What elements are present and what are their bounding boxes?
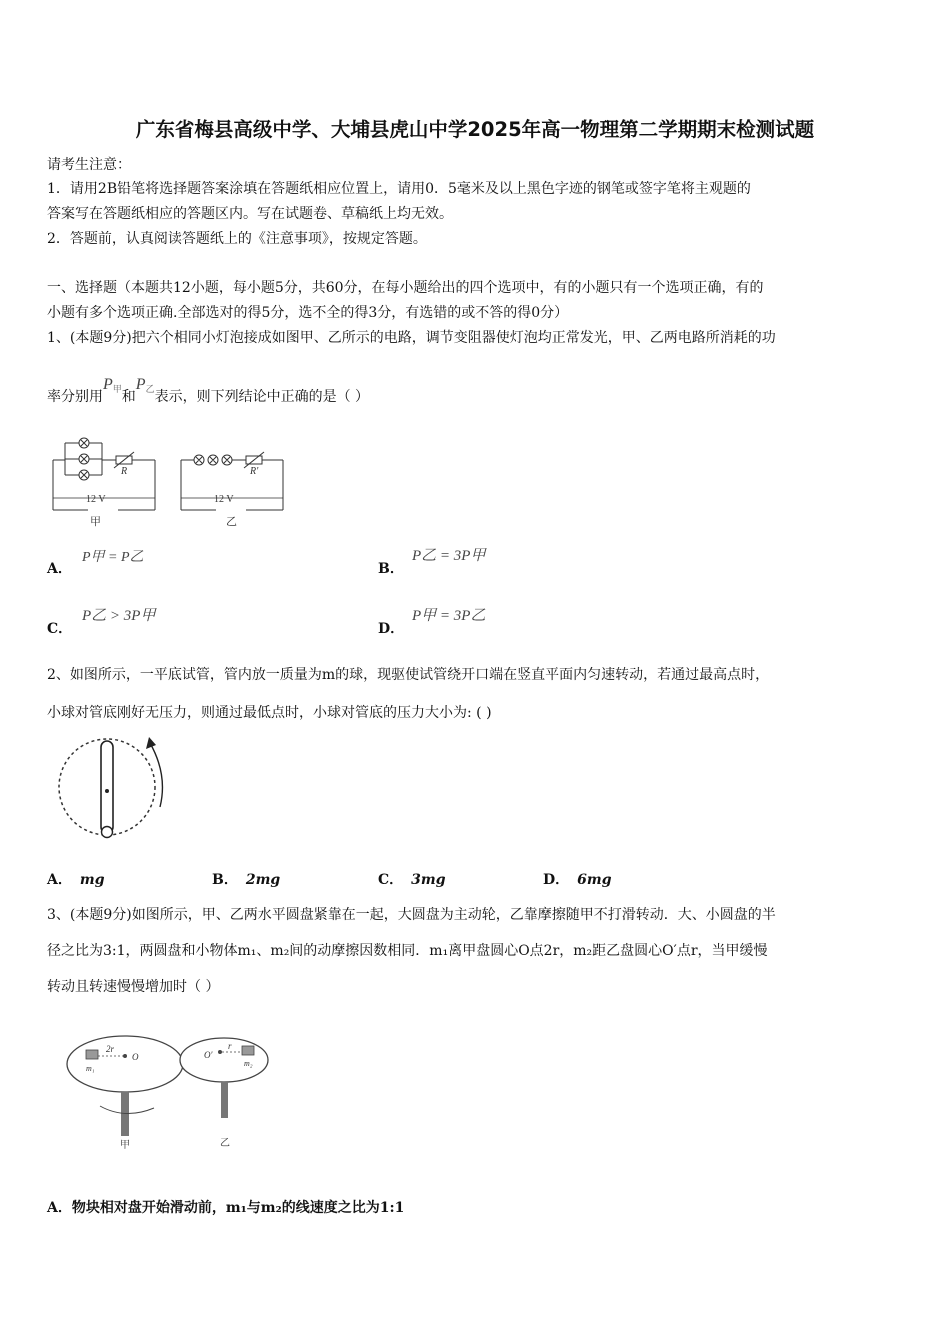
q1-resistor-yi: R' xyxy=(250,466,259,477)
q2-option-d: D． 6mg xyxy=(543,872,612,888)
q3-text-line-3: 转动且转速慢慢增加时（ ） xyxy=(47,979,220,995)
q1-line2-post: 表示，则下列结论中正确的是（ ） xyxy=(154,389,370,405)
q1-option-d-expr: P甲 = 3P乙 xyxy=(412,608,486,624)
q1-voltage-yi: 12 V xyxy=(214,494,234,505)
q1-voltage-jia: 12 V xyxy=(86,494,106,505)
q1-line2-pre: 率分别用 xyxy=(47,389,103,405)
q1-label-yi: 乙 xyxy=(226,516,237,528)
q3-label-r: r xyxy=(228,1041,232,1051)
notice-line-1a: 1．请用2B铅笔将选择题答案涂填在答题纸相应位置上，请用0．5毫米及以上黑色字迹的钢笔或签字笔将主观题的 xyxy=(47,181,751,197)
q3-label-yi: 乙 xyxy=(220,1138,230,1149)
q3-text-line-2: 径之比为3:1，两圆盘和小物体m₁、m₂间的动摩擦因数相同．m₁离甲盘圆心O点2r，m₂距乙盘圆心O′点r，当甲缓慢 xyxy=(47,943,768,959)
q3-option-a: A．物块相对盘开始滑动前，m₁与m₂的线速度之比为1:1 xyxy=(47,1200,405,1216)
q3-label-m1: m₁ xyxy=(86,1064,95,1073)
disc-jia xyxy=(67,1036,183,1092)
block-m1 xyxy=(86,1050,98,1059)
q3-label-o: O xyxy=(132,1052,139,1062)
q1-text-line-2 xyxy=(47,377,369,418)
test-tube xyxy=(101,741,113,833)
q1-option-b-label: B． xyxy=(378,561,404,577)
axle-yi xyxy=(221,1082,228,1118)
disc-yi xyxy=(180,1038,268,1082)
q1-p-jia: P甲 xyxy=(103,376,122,394)
q3-text-line-1: 3、(本题9分)如图所示，甲、乙两水平圆盘紧靠在一起，大圆盘为主动轮，乙靠摩擦随甲不打滑转动．大、小圆盘的半 xyxy=(47,907,776,923)
q1-text-line-1: 1、(本题9分)把六个相同小灯泡接成如图甲、乙所示的电路，调节变阻器使灯泡均正常发光，甲、乙两电路所消耗的功 xyxy=(47,330,776,346)
q3-discs-figure xyxy=(62,1028,282,1158)
q1-option-a-expr: P甲 = P乙 xyxy=(82,550,144,565)
rotation-arrow xyxy=(150,743,162,807)
section-heading-line-2: 小题有多个选项正确.全部选对的得5分，选不全的得3分，有选错的或不答的得0分） xyxy=(47,305,569,321)
arrow-head-icon xyxy=(146,737,156,749)
ball xyxy=(105,789,109,793)
q1-label-jia: 甲 xyxy=(90,516,101,528)
q2-option-c: C． 3mg xyxy=(378,872,446,888)
q1-resistor-jia: R xyxy=(121,466,128,477)
q1-option-a-label: A． xyxy=(47,561,72,577)
q2-test-tube-figure xyxy=(52,735,182,845)
q2-text-line-2: 小球对管底刚好无压力，则通过最低点时，小球对管底的压力大小为: ( ) xyxy=(47,705,492,721)
q3-label-2r: 2r xyxy=(106,1044,115,1054)
q1-option-d-label: D． xyxy=(378,621,405,637)
q1-option-c-label: C． xyxy=(47,621,73,637)
block-m2 xyxy=(242,1046,254,1055)
q3-label-m2: m₂ xyxy=(244,1059,253,1068)
q1-option-c-expr: P乙 > 3P甲 xyxy=(82,608,156,624)
q1-option-b-expr: P乙 = 3P甲 xyxy=(412,548,486,564)
q3-label-o2: O′ xyxy=(204,1050,213,1060)
q1-circuit-figure xyxy=(48,430,293,530)
q2-text-line-1: 2、如图所示，一平底试管，管内放一质量为m的球，现驱使试管绕开口端在竖直平面内匀速转动，若通过最高点时， xyxy=(47,667,770,683)
q3-label-jia: 甲 xyxy=(120,1140,130,1151)
notice-heading: 请考生注意： xyxy=(47,157,131,173)
q1-and: 和 xyxy=(121,389,136,405)
q1-p-yi: P乙 xyxy=(135,376,155,394)
section-heading-line-1: 一、选择题（本题共12小题，每小题5分，共60分，在每小题给出的四个选项中，有的小题只有一个选项正确，有的 xyxy=(47,280,764,296)
q2-option-b: B． 2mg xyxy=(212,872,281,888)
q2-option-a: A． mg xyxy=(47,872,105,888)
page-title: 广东省梅县高级中学、大埔县虎山中学2025年高一物理第二学期期末检测试题 xyxy=(135,118,815,141)
notice-line-1b: 答案写在答题纸相应的答题区内。写在试题卷、草稿纸上均无效。 xyxy=(47,206,453,222)
tube-bottom xyxy=(102,827,113,838)
notice-line-2: 2．答题前，认真阅读答题纸上的《注意事项》，按规定答题。 xyxy=(47,231,427,247)
